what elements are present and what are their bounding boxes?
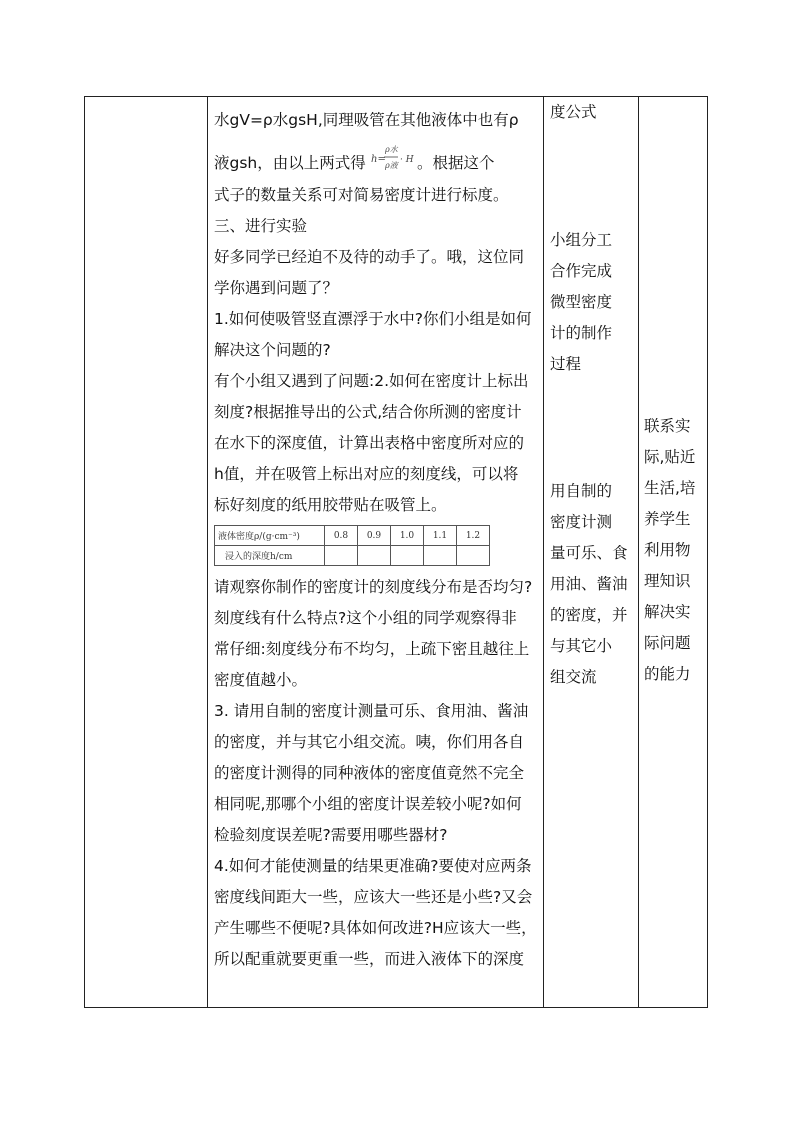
text-line: 养学生 [644, 510, 691, 528]
text-line: 3. 请用自制的密度计测量可乐、食用油、酱油 [214, 702, 529, 720]
text-line: 合作完成 [550, 262, 613, 280]
table-cell: 0.8 [325, 526, 358, 546]
text-line: 计的制作 [550, 324, 613, 342]
design-intent-note [644, 411, 695, 690]
table-header-cell: 液体密度ρ/(g·cm⁻³) [215, 526, 325, 546]
text-line: 小组分工 [550, 231, 613, 249]
text-line: 组交流 [550, 668, 597, 686]
table-cell: 1.0 [391, 526, 424, 546]
table-cell [325, 546, 358, 566]
column-divider [638, 97, 639, 1007]
text-line: 请观察你制作的密度计的刻度线分布是否均匀? [214, 578, 533, 596]
lesson-plan-table [84, 96, 708, 1008]
text-line: 液gsh，由以上两式得 [214, 154, 366, 172]
text-line: 所以配重就要更重一些，而进入液体下的深度 [214, 950, 525, 968]
text-line: 刻度线有什么特点?这个小组的同学观察得非 [214, 609, 517, 627]
text-line: 用油、酱油 [550, 575, 628, 593]
text-line: 密度线间距大一些，应该大一些还是小些?又会 [214, 888, 533, 906]
text-line: 标好刻度的纸用胶带贴在吸管上。 [214, 496, 447, 514]
text-line: 相同呢,那哪个小组的密度计误差较小呢?如何 [214, 795, 522, 813]
text-line: 好多同学已经迫不及待的动手了。哦，这位同 [214, 248, 525, 266]
measurement-note [550, 476, 628, 693]
table-cell [457, 546, 490, 566]
table-row [215, 546, 490, 566]
text-line: 度公式 [550, 103, 597, 121]
density-depth-table [214, 525, 490, 566]
formula-h: h= [371, 154, 386, 165]
observation-paragraph [214, 572, 544, 696]
text-line: 利用物 [644, 541, 691, 559]
table-cell [424, 546, 457, 566]
text-line: 用自制的 [550, 482, 613, 500]
table-cell: 0.9 [358, 526, 391, 546]
text-line: 式子的数量关系可对简易密度计进行标度。 [214, 186, 509, 204]
density-formula [371, 138, 417, 178]
section-heading: 三、进行实验 [214, 217, 308, 235]
text-line: 。根据这个 [417, 154, 495, 172]
column-divider [207, 97, 208, 1007]
text-line: 解决实 [644, 603, 691, 621]
text-line: 生活,培 [644, 479, 696, 497]
table-cell: 1.2 [457, 526, 490, 546]
question-2-paragraph [214, 366, 544, 521]
text-line: 际问题 [644, 634, 691, 652]
text-line: 有个小组又遇到了问题:2.如何在密度计上标出 [214, 372, 529, 390]
text-line: 的密度，并 [550, 606, 628, 624]
text-line: 水gV=ρ水gsH,同理吸管在其他液体中也有ρ [214, 111, 519, 129]
text-line: 微型密度 [550, 293, 613, 311]
text-line: 4.如何才能使测量的结果更准确?要使对应两条 [214, 857, 532, 875]
text-line: 1.如何使吸管竖直漂浮于水中?你们小组是如何 [214, 310, 532, 328]
text-line: 量可乐、食 [550, 544, 628, 562]
text-line: 的密度，并与其它小组交流。咦，你们用各自 [214, 733, 525, 751]
text-line: 理知识 [644, 572, 691, 590]
text-line: 密度计测 [550, 513, 613, 531]
text-line: 过程 [550, 355, 582, 373]
group-work-note [550, 225, 612, 380]
text-line: 刻度?根据推导出的公式,结合你所测的密度计 [214, 403, 522, 421]
formula-denominator: ρ液 [385, 161, 398, 170]
text-line: 密度值越小。 [214, 671, 308, 689]
text-line: 在水下的深度值，计算出表格中密度所对应的 [214, 434, 525, 452]
student-top-note [550, 97, 597, 128]
text-line: 际,贴近 [644, 448, 696, 466]
question-4-paragraph [214, 851, 544, 975]
text-line: 与其它小 [550, 637, 613, 655]
text-line: h值，并在吸管上标出对应的刻度线，可以将 [214, 465, 519, 483]
formula-tail: · H [400, 155, 414, 165]
text-line: 的密度计测得的同种液体的密度值竟然不完全 [214, 764, 525, 782]
text-line: 联系实 [644, 417, 691, 435]
table-cell: 1.1 [424, 526, 457, 546]
formula-numerator: ρ水 [385, 145, 398, 154]
text-line: 解决这个问题的? [214, 341, 331, 359]
table-header-cell: 浸入的深度h/cm [215, 546, 325, 566]
table-row [215, 526, 490, 546]
formula-line [214, 136, 544, 182]
table-cell [391, 546, 424, 566]
text-line: 常仔细:刻度线分布不均匀，上疏下密且越往上 [214, 640, 530, 658]
question-1-paragraph [214, 304, 544, 366]
text-line: 产生哪些不便呢?具体如何改进?H应该大一些， [214, 919, 537, 937]
intro-paragraph [214, 242, 544, 304]
text-line: 的能力 [644, 665, 691, 683]
teacher-activity-cell [214, 97, 544, 975]
text-line: 检验刻度误差呢?需要用哪些器材? [214, 826, 448, 844]
text-line: 学你遇到问题了？ [214, 279, 339, 297]
table-cell [358, 546, 391, 566]
question-3-paragraph [214, 696, 544, 851]
